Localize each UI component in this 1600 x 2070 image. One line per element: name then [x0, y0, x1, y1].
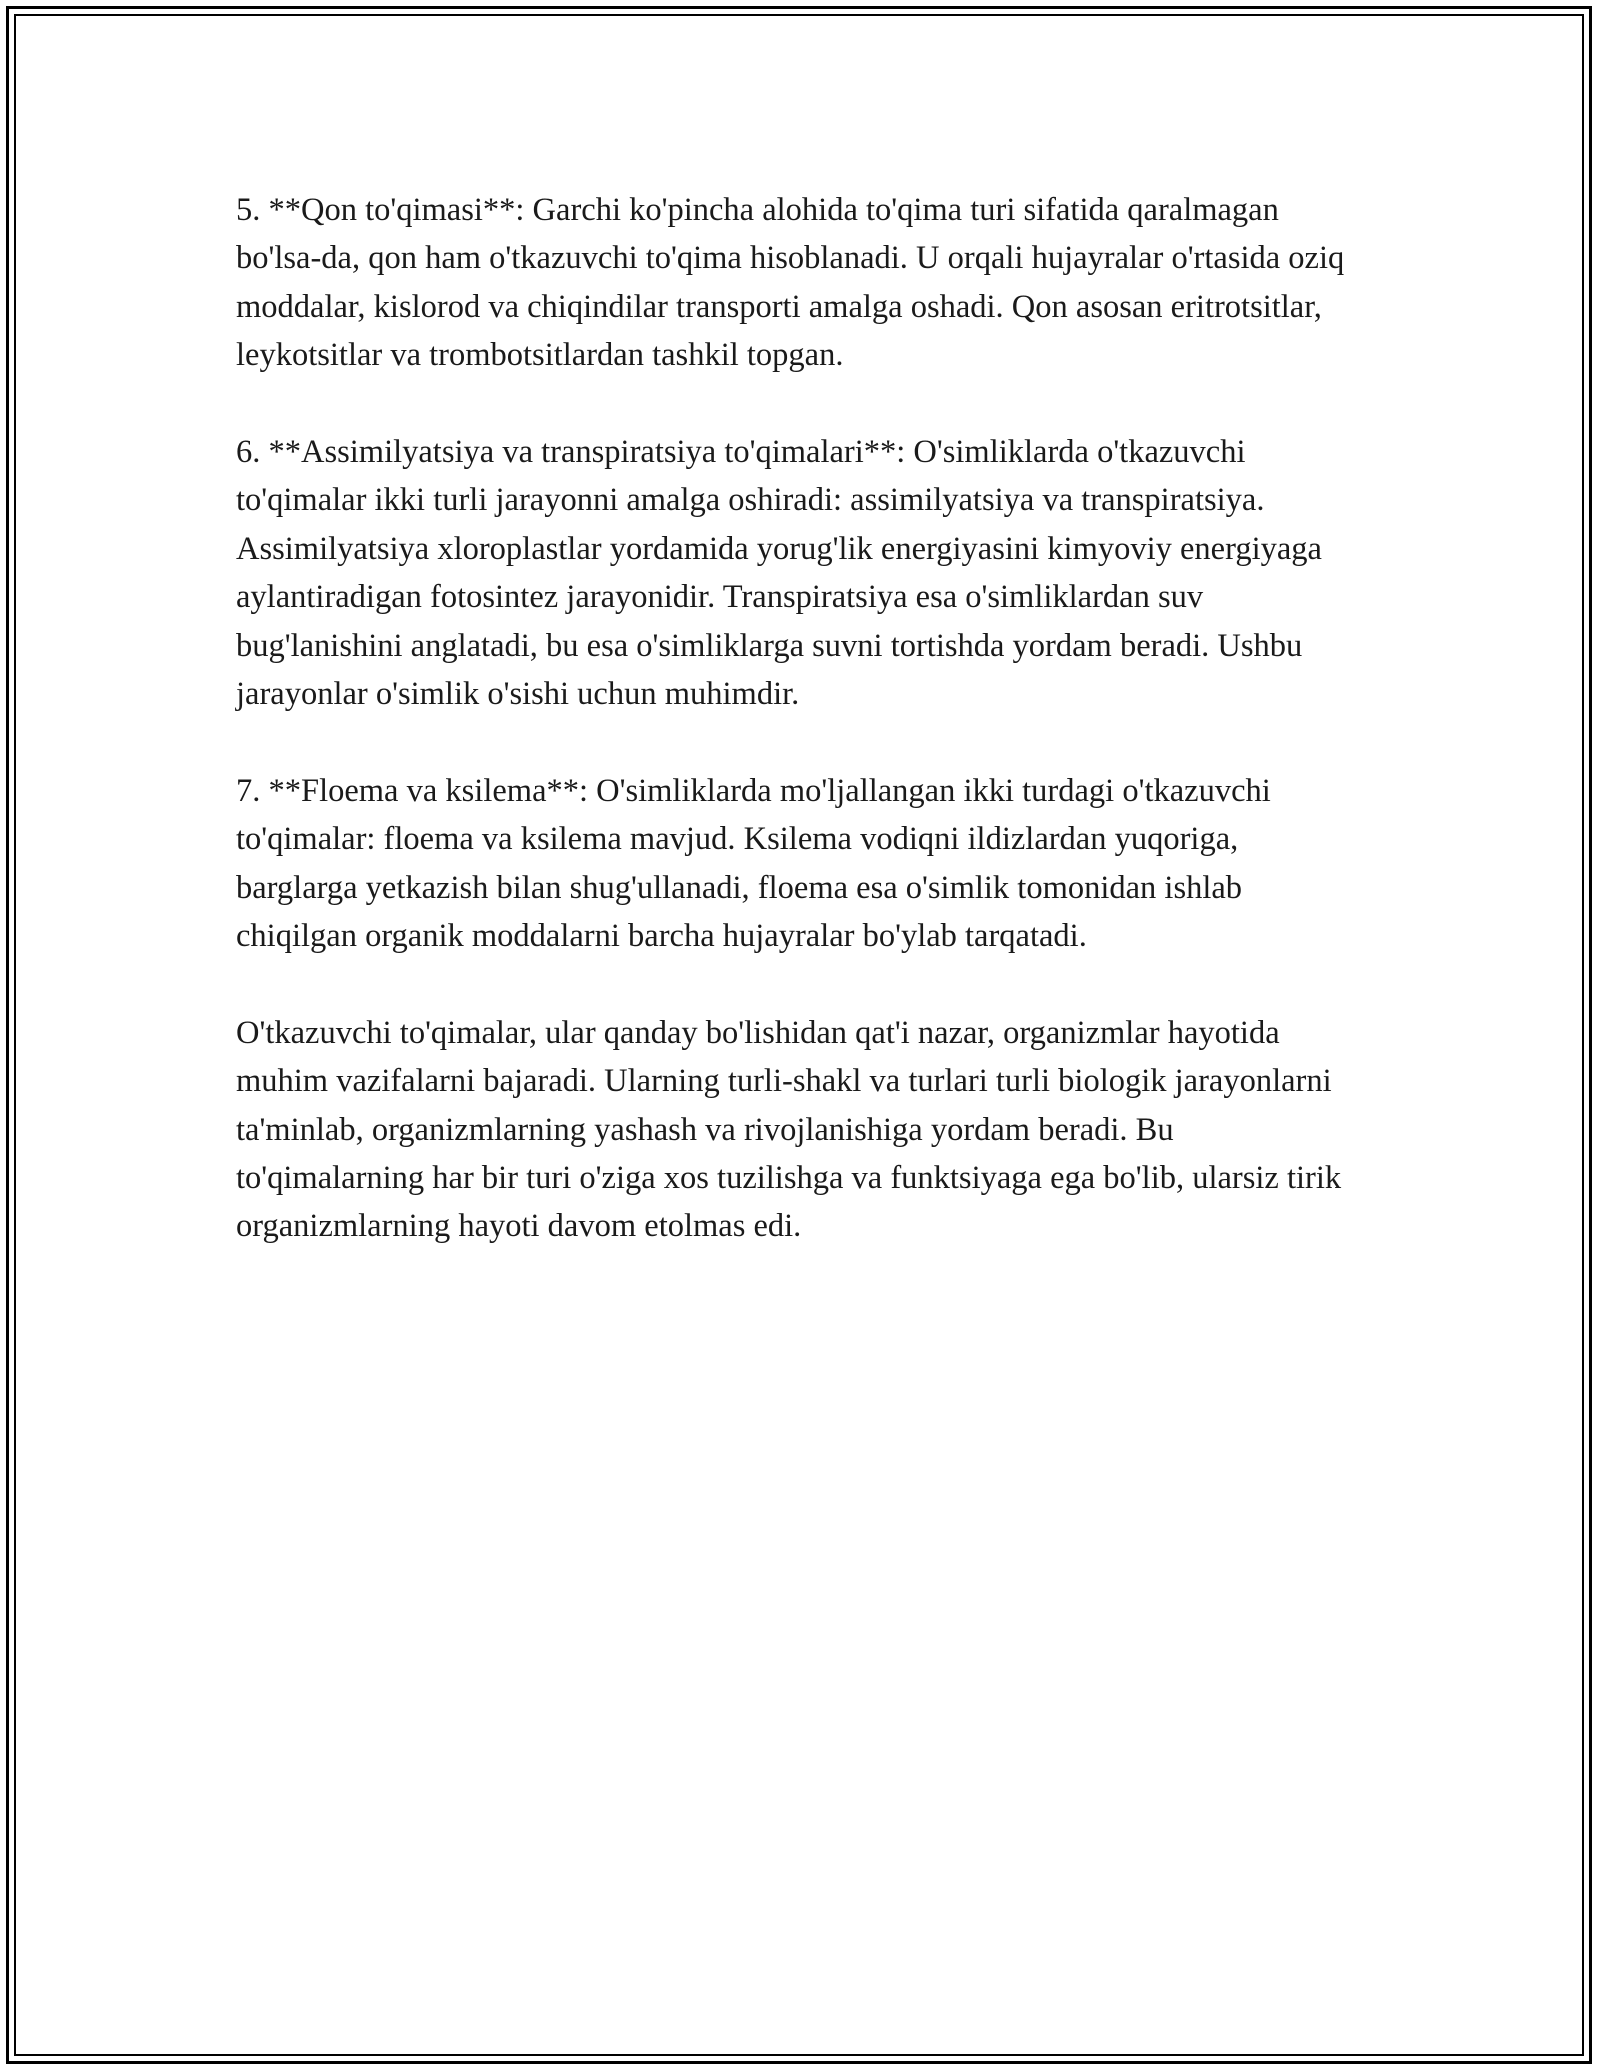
paragraph-floema-ksilema: 7. **Floema va ksilema**: O'simliklarda mo'ljallangan ikki turdagi o'tkazuvchi to'qimalar: floema va ksilema mavjud. Ksilema vodiqni ildizlardan yuqoriga, barglarga yetkazish bilan shug'ullanadi, floema esa o'simlik tomonidan ishlab chiqilgan organik moddalarni barcha hujayralar bo'ylab tarqatadi.: [236, 772, 1271, 955]
paragraph-qon-toqimasi: 5. **Qon to'qimasi**: Garchi ko'pincha alohida to'qima turi sifatida qaralmagan bo'lsa-da, qon ham o'tkazuvchi to'qima hisoblanadi. U orqali hujayralar o'rtasida oziq moddalar, kislorod va chiqindilar transporti amalga oshadi. Qon asosan eritrotsitlar, leykotsitlar va trombotsitlardan tashkil topgan.: [236, 192, 1345, 374]
paragraph-conclusion: O'tkazuvchi to'qimalar, ular qanday bo'lishidan qat'i nazar, organizmlar hayotida muhim vazifalarni bajaradi. Ularning turli-shakl va turlari turli biologik jarayonlarni ta'minlab, organizmlarning yashash va rivojlanishiga yordam beradi. Bu to'qimalarning har bir turi o'ziga xos tuzilishga va funktsiyaga ega bo'lib, ularsiz tirik organizmlarning hayoti davom etolmas edi.: [236, 1014, 1342, 1245]
document-body: [236, 186, 1366, 1299]
paragraph-assimilyatsiya-transpiratsiya: 6. **Assimilyatsiya va transpiratsiya to'qimalari**: O'simliklarda o'tkazuvchi to'qimalar ikki turli jarayonni amalga oshiradi: assimilyatsiya va transpiratsiya. Assimilyatsiya xloroplastlar yordamida yorug'lik energiyasini kimyoviy energiyaga aylantiradigan fotosintez jarayonidir. Transpiratsiya esa o'simliklardan suv bug'lanishini anglatadi, bu esa o'simliklarga suvni tortishda yordam beradi. Ushbu jarayonlar o'simlik o'sishi uchun muhimdir.: [236, 434, 1322, 713]
